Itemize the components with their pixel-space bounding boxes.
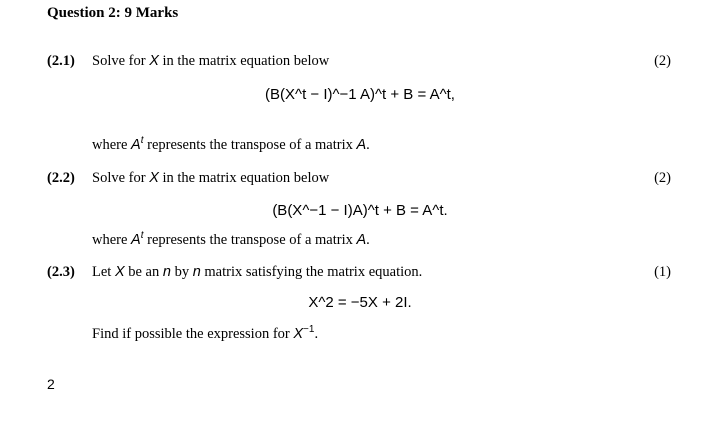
question-text-2-1 [92, 53, 329, 70]
note-2-1-part2: represents the transpose of a matrix [143, 137, 357, 153]
marks-2-2: (2) [654, 170, 671, 186]
marks-2-3: (1) [654, 264, 671, 280]
note-2-2-part1: where [92, 232, 132, 248]
note-2-1 [92, 137, 370, 154]
question-text-2-3-part1: Let [92, 264, 115, 280]
variable-n: n [162, 264, 171, 280]
equation-2-2 [0, 202, 720, 220]
equation-2-2-text: (B(X^−1 − I)A)^t + B = A^t. [272, 202, 448, 219]
transpose-superscript: t [140, 230, 144, 242]
question-text-2-2-part1: Solve for [92, 170, 150, 186]
equation-2-1-text: (B(X^t − I)^−1 A)^t + B = A^t, [265, 86, 455, 103]
variable-n: n [192, 264, 201, 280]
question-number-2-3: (2.3) [47, 264, 75, 280]
question-number-2-1: (2.1) [47, 53, 75, 69]
note-2-2 [92, 232, 370, 249]
variable-x: X [149, 170, 159, 186]
question-text-2-2-part2: in the matrix equation below [158, 170, 330, 186]
note-2-3-part1: Find if possible the expression for [92, 326, 294, 342]
note-2-2-end: . [366, 232, 370, 248]
variable-a: A [131, 232, 141, 248]
variable-a: A [356, 137, 367, 153]
question-title: Question 2: 9 Marks [47, 5, 179, 21]
variable-x: X [114, 264, 125, 280]
equation-2-3 [0, 294, 720, 312]
variable-x: X [149, 53, 159, 69]
equation-2-3-text: X^2 = −5X + 2I. [308, 294, 412, 311]
question-text-2-1-part2: in the matrix equation below [158, 53, 330, 69]
note-2-3-end: . [314, 326, 319, 342]
question-text-2-3-part3: by [170, 264, 193, 280]
note-2-1-end: . [366, 137, 370, 153]
question-text-2-3-part2: be an [124, 264, 163, 280]
inverse-superscript: −1 [303, 324, 315, 336]
variable-a: A [356, 232, 367, 248]
note-2-2-part2: represents the transpose of a matrix [143, 232, 357, 248]
variable-x: X [293, 326, 304, 342]
variable-a: A [131, 137, 141, 153]
question-number-2-2: (2.2) [47, 170, 75, 186]
question-text-2-1-part1: Solve for [92, 53, 150, 69]
note-2-3 [92, 326, 318, 343]
equation-2-1 [0, 86, 720, 104]
question-text-2-2 [92, 170, 329, 187]
marks-2-1: (2) [654, 53, 671, 69]
question-text-2-3-part4: matrix satisfying the matrix equation. [200, 264, 423, 280]
page-number: 2 [47, 376, 55, 392]
note-2-1-part1: where [92, 137, 132, 153]
question-text-2-3 [92, 264, 422, 281]
transpose-superscript: t [140, 135, 144, 147]
